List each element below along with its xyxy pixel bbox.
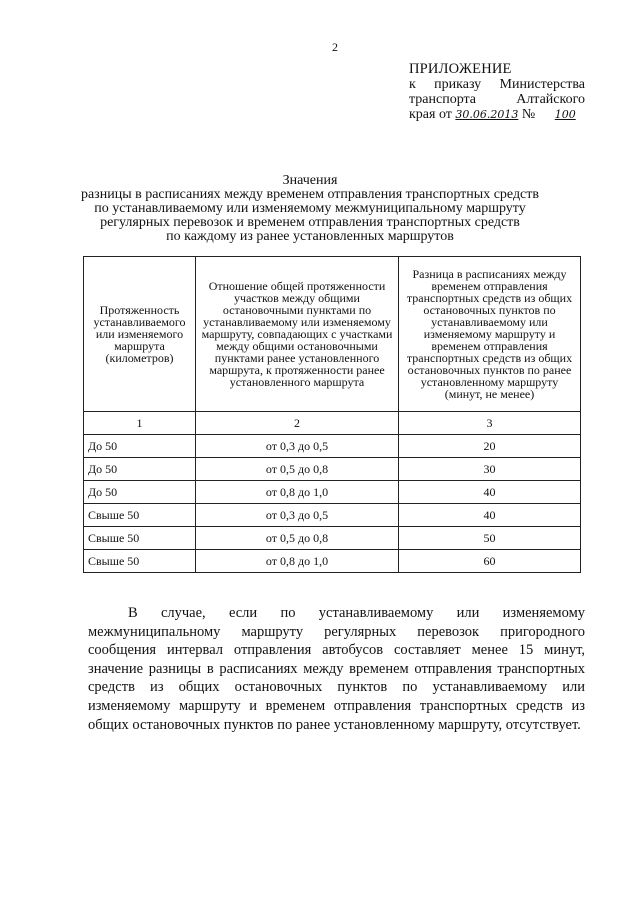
table-row — [84, 527, 581, 550]
cell-minutes: 20 — [399, 435, 581, 458]
header-length-ratio: Отношение общей протяженности участков между общими остановочными пунктами по устанавливаемому или изменяемому маршруту, совпадающих с участками между общими остановочными пунктами ранее установленного маршрута, к протяженности ранее установленного маршрута — [196, 257, 399, 412]
cell-minutes: 40 — [399, 504, 581, 527]
table-row — [84, 435, 581, 458]
cell-length-ratio: от 0,8 до 1,0 — [196, 481, 399, 504]
cell-length-ratio: от 0,3 до 0,5 — [196, 435, 399, 458]
cell-minutes: 60 — [399, 550, 581, 573]
cell-route-length: Свыше 50 — [84, 550, 196, 573]
column-number: 2 — [196, 412, 399, 435]
cell-route-length: Свыше 50 — [84, 504, 196, 527]
cell-length-ratio: от 0,5 до 0,8 — [196, 458, 399, 481]
appendix-line-3 — [409, 107, 585, 122]
page-number: 2 — [332, 40, 338, 54]
document-heading — [60, 174, 560, 244]
handwritten-date: 30.06.2013 — [455, 108, 519, 121]
appendix-block — [409, 62, 585, 122]
cell-route-length: До 50 — [84, 481, 196, 504]
paragraph-text: В случае, если по устанавливаемому или изменяемому межмуниципальному маршруту регулярных перевозок пригородного сообщения интервал отправления автобусов составляет менее 15 минут, значение разницы в расписаниях между временем отправления транспортных средств из общих остановочных пунктов по устанавливаемому или изменяемому маршруту и временем отправления транспортных средств из общих остановочных пунктов по ранее установленному маршруту, отсутствует. — [88, 605, 585, 733]
appendix-line-1: к приказу Министерства — [409, 77, 585, 92]
cell-route-length: До 50 — [84, 458, 196, 481]
heading-line-3: по устанавливаемому или изменяемому межмуниципальному маршруту — [94, 201, 526, 216]
table-row — [84, 481, 581, 504]
appendix-date-prefix: края от — [409, 107, 452, 122]
column-number: 1 — [84, 412, 196, 435]
table-row — [84, 550, 581, 573]
appendix-title: ПРИЛОЖЕНИЕ — [409, 61, 512, 77]
table-row — [84, 504, 581, 527]
number-label: № — [521, 107, 536, 122]
cell-length-ratio: от 0,5 до 0,8 — [196, 527, 399, 550]
cell-length-ratio: от 0,3 до 0,5 — [196, 504, 399, 527]
body-paragraph — [88, 604, 585, 734]
values-table — [83, 256, 581, 573]
cell-minutes: 40 — [399, 481, 581, 504]
cell-minutes: 30 — [399, 458, 581, 481]
heading-line-5: по каждому из ранее установленных маршрутов — [166, 229, 454, 244]
column-number: 3 — [399, 412, 581, 435]
cell-minutes: 50 — [399, 527, 581, 550]
column-number-row — [84, 412, 581, 435]
cell-route-length: Свыше 50 — [84, 527, 196, 550]
header-schedule-difference: Разница в расписаниях между временем отправления транспортных средств из общих остановочных пунктов по устанавливаемому или изменяемому маршруту и временем отправления транспортных средств из общих остановочных пунктов по ранее установленному маршруту (минут, не менее) — [399, 257, 581, 412]
handwritten-number: 100 — [554, 108, 576, 121]
appendix-line-2: транспорта Алтайского — [409, 92, 585, 107]
table-row — [84, 458, 581, 481]
heading-line-2: разницы в расписаниях между временем отправления транспортных средств — [80, 187, 540, 202]
table-header-row — [84, 257, 581, 412]
header-route-length: Протяженность устанавливаемого или изменяемого маршрута (километров) — [84, 257, 196, 412]
heading-line-1: Значения — [282, 173, 338, 188]
cell-route-length: До 50 — [84, 435, 196, 458]
heading-line-4: регулярных перевозок и временем отправления транспортных средств — [100, 215, 520, 230]
cell-length-ratio: от 0,8 до 1,0 — [196, 550, 399, 573]
